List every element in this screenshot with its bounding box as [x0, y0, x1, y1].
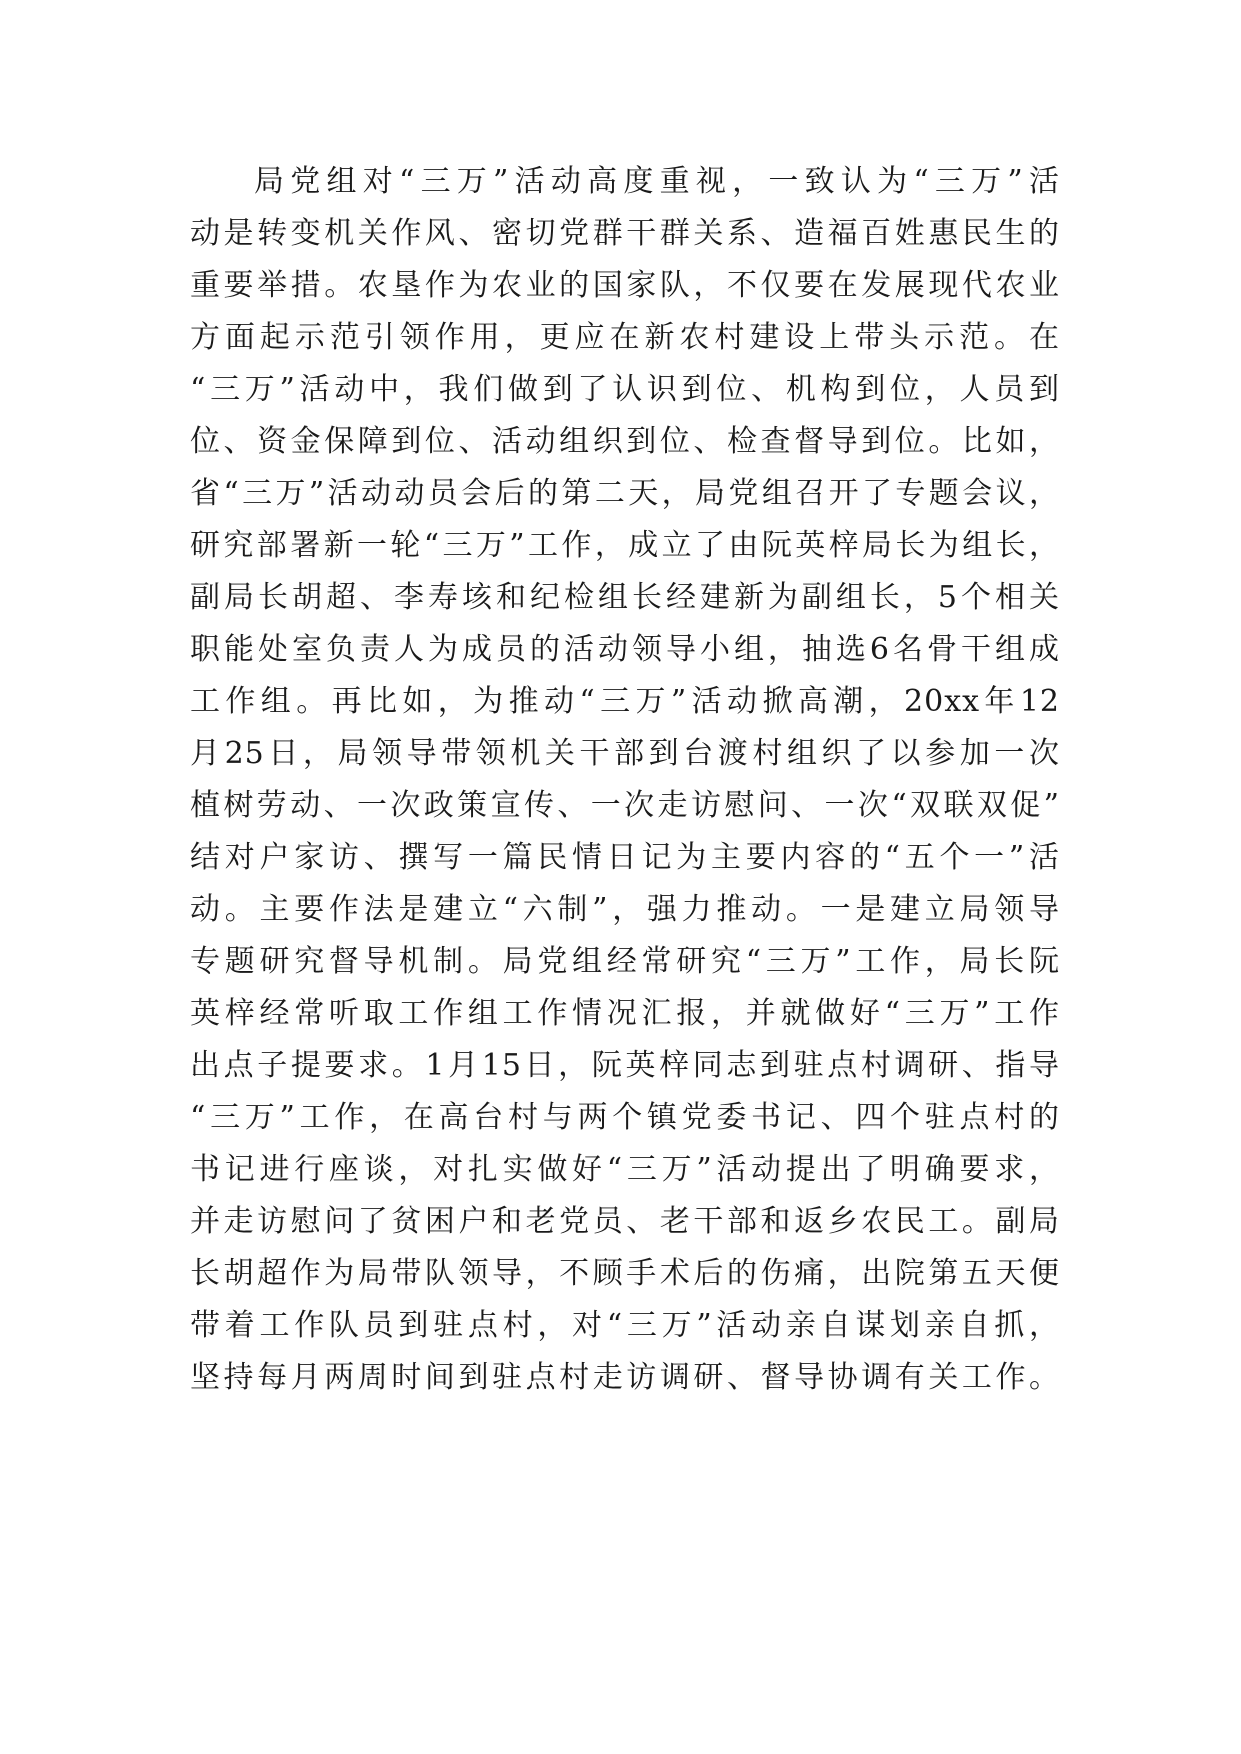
text-line-23: 带着工作队员到驻点村，对“三万”活动亲自谋划亲自抓， [190, 1308, 1060, 1343]
text-line-3: 重要举措。农垦作为农业的国家队，不仅要在发展现代农业 [190, 268, 1060, 303]
text-line-21: 并走访慰问了贫困户和老党员、老干部和返乡农民工。副局 [190, 1204, 1060, 1239]
text-line-7: 省“三万”活动动员会后的第二天，局党组召开了专题会议， [190, 476, 1060, 511]
text-line-11: 工作组。再比如，为推动“三万”活动掀高潮，20xx年12 [190, 684, 1060, 719]
text-line-9: 副局长胡超、李寿垓和纪检组长经建新为副组长，5个相关 [190, 580, 1060, 615]
text-line-22: 长胡超作为局带队领导，不顾手术后的伤痛，出院第五天便 [190, 1256, 1060, 1291]
text-line-18: 出点子提要求。1月15日，阮英梓同志到驻点村调研、指导 [190, 1048, 1060, 1083]
text-line-5: “三万”活动中，我们做到了认识到位、机构到位，人员到 [190, 372, 1060, 407]
text-line-19: “三万”工作，在高台村与两个镇党委书记、四个驻点村的 [190, 1100, 1060, 1135]
text-line-13: 植树劳动、一次政策宣传、一次走访慰问、一次“双联双促” [190, 788, 1060, 823]
text-line-6: 位、资金保障到位、活动组织到位、检查督导到位。比如， [190, 424, 1060, 459]
text-line-15: 动。主要作法是建立“六制”，强力推动。一是建立局领导 [190, 892, 1060, 927]
text-line-24: 坚持每月两周时间到驻点村走访调研、督导协调有关工作。 [190, 1360, 1060, 1395]
text-line-2: 动是转变机关作风、密切党群干群关系、造福百姓惠民生的 [190, 216, 1060, 251]
text-line-16: 专题研究督导机制。局党组经常研究“三万”工作，局长阮 [190, 944, 1060, 979]
text-line-14: 结对户家访、撰写一篇民情日记为主要内容的“五个一”活 [190, 840, 1060, 875]
text-line-1: 局党组对“三万”活动高度重视，一致认为“三万”活 [254, 164, 1060, 199]
text-line-12: 月25日，局领导带领机关干部到台渡村组织了以参加一次 [190, 736, 1060, 771]
body-paragraph [190, 156, 1060, 1404]
text-line-8: 研究部署新一轮“三万”工作，成立了由阮英梓局长为组长， [190, 528, 1060, 563]
text-line-17: 英梓经常听取工作组工作情况汇报，并就做好“三万”工作 [190, 996, 1060, 1031]
text-line-4: 方面起示范引领作用，更应在新农村建设上带头示范。在 [190, 320, 1060, 355]
text-line-20: 书记进行座谈，对扎实做好“三万”活动提出了明确要求， [190, 1152, 1060, 1187]
text-line-10: 职能处室负责人为成员的活动领导小组，抽选6名骨干组成 [190, 632, 1060, 667]
